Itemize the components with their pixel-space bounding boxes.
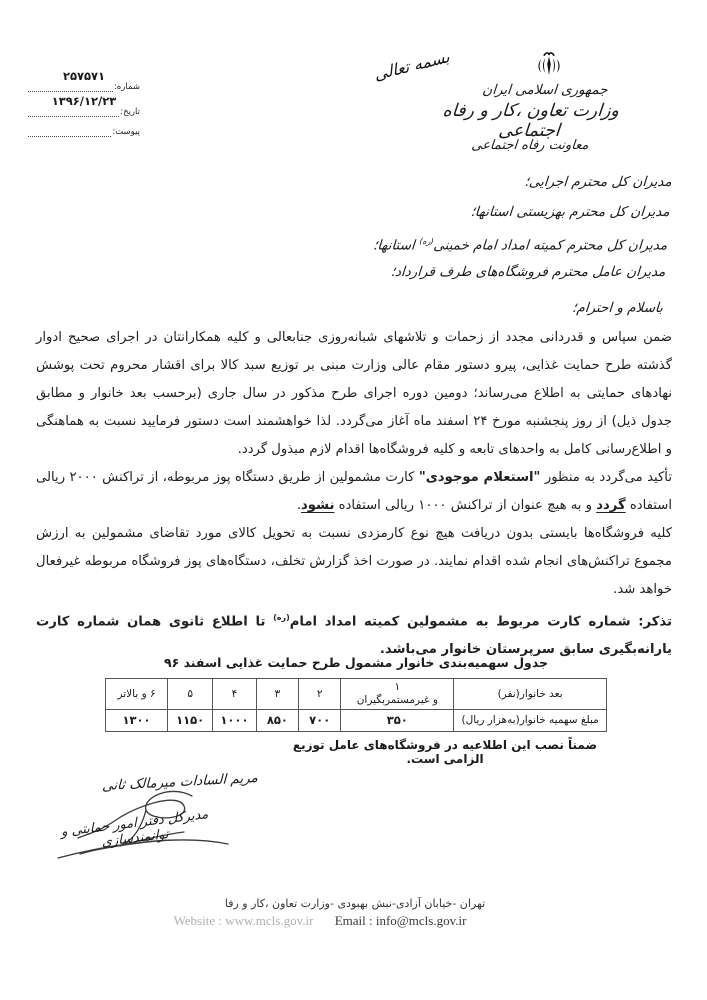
meta-number-row	[28, 70, 140, 92]
body-text-segment: تأکید می‌گردد به منظور	[540, 470, 672, 485]
quota-value: ۸۵۰	[256, 710, 298, 732]
recipient-line: مدیران کل محترم بهزیستی استانها؛	[469, 204, 671, 220]
letterhead-ministry: وزارت تعاون ،کار و رفاه اجتماعی	[441, 101, 620, 141]
col-1-number: ۱	[394, 681, 401, 693]
letter-number-value: ۲۵۷۵۷۱	[62, 69, 106, 83]
table-values-row	[106, 710, 607, 732]
body-paragraph-3: کلیه فروشگاه‌ها بایستی بدون دریافت هیچ نوع کارمزدی نسبت به تحویل کالای مورد تقاضای مشمولین به ارزش مجموع تراکنش‌های انجام شده اقدام نمایند. در صورت اخذ گزارش تخلف، دستگاه‌های پوز فروشگاه مربوطه غیرفعال خواهد شد.	[36, 526, 672, 597]
footer-address: تهران -خیابان آزادی-نبش بهبودی -وزارت تعاون ،کار و رفا	[224, 897, 486, 910]
recipient-line: مدیران عامل محترم فروشگاه‌های طرف قرارداد؛	[390, 264, 666, 280]
bold-inventory-inquiry: "استعلام موجودی"	[418, 470, 541, 485]
letter-date-value: ۱۳۹۶/۱۲/۲۳	[51, 94, 117, 108]
letterhead-republic: جمهوری اسلامی ایران	[481, 82, 609, 98]
letter-attachment-label: پیوست:	[112, 127, 140, 137]
meta-number-line	[28, 82, 140, 92]
recipient-text: مدیران کل محترم کمیته امداد امام خمینی	[432, 237, 668, 254]
header-col-6plus: ۶ و بالاتر	[106, 679, 168, 710]
body-paragraph-2	[36, 464, 672, 520]
header-quota-amount: مبلغ سهمیه خانوار(به‌هزار ریال)	[454, 710, 607, 732]
dotted-leader	[28, 84, 113, 92]
note-text-segment: تا اطلاع ثانوی همان شماره کارت یارانه‌بگیری سابق سرپرستان خانوار می‌باشد.	[36, 614, 672, 658]
footer-email: Email : info@mcls.gov.ir	[334, 913, 467, 928]
header-household-size: بعد خانوار(نفر)	[454, 679, 607, 710]
posting-notice: ضمناً نصب این اطلاعیه در فروشگاه‌های عامل توزیع الزامی است.	[292, 738, 598, 766]
recipient-line: مدیران کل محترم اجرایی؛	[523, 174, 673, 190]
signer-title: مدیرکل دفتر امور حمایتی و توانمندسازی	[61, 806, 209, 851]
recipient-line	[372, 230, 668, 260]
signer-name: مریم السادات میرمالک ثانی	[101, 769, 259, 795]
note-text-segment: تذکر: شماره کارت مربوط به مشمولین کمیته امداد امام	[289, 614, 672, 630]
basmala-calligraphy: بسمه تعالی	[373, 46, 451, 85]
honorific-superscript: (ره)	[418, 237, 434, 246]
col-1-caption: و غیرمستمربگیران	[356, 694, 438, 706]
table-header-row	[106, 679, 607, 710]
recipient-text: استانها؛	[372, 237, 420, 254]
quota-value: ۱۳۰۰	[106, 710, 168, 732]
body-text-segment: کارت مشمولین از طریق دستگاه پوز مربوطه، از تراکنش ۲۰۰۰ ریالی استفاده	[36, 470, 672, 513]
letter-number-label: شماره:	[113, 82, 140, 92]
letter-meta-block	[28, 70, 140, 140]
dotted-leader	[28, 129, 111, 137]
quota-value: ۱۱۵۰	[168, 710, 213, 732]
header-col-3: ۳	[256, 679, 298, 710]
body-text-segment: .	[296, 498, 302, 513]
header-col-4: ۴	[213, 679, 256, 710]
footer-website: Website : www.mcls.gov.ir	[173, 913, 314, 928]
iran-emblem-icon	[533, 48, 565, 84]
meta-date-line	[28, 107, 140, 117]
body-paragraph-1: ضمن سپاس و قدردانی مجدد از زحمات و تلاشهای شبانه‌روزی جنابعالی و کلیه همکارانتان در اجرای صحیح ادوار گذشته طرح حمایت غذایی، پیرو دستور مقام عالی وزارت مبنی بر توزیع سبد کالا برای اقشار محروم تحت پوشش نهادهای حمایتی به اطلاع می‌رساند؛ دومین دوره اجرای طرح مذکور در سال جاری (برحسب بعد خانوار و مطابق جدول ذیل) از روز پنجشنبه مورخ ۲۴ اسفند ماه آغاز می‌گردد. لذا خواهشمند است دستور فرمایید نسبت به هماهنگی و اطلاع‌رسانی کامل به واحدهای تابعه و کلیه فروشگاه‌ها اقدام لازم مبذول گردد.	[36, 330, 672, 457]
header-col-2: ۲	[299, 679, 341, 710]
body-text-segment: و به هیچ عنوان از تراکنش ۱۰۰۰ ریالی استفاده	[334, 498, 597, 513]
letter-date-label: تاریخ:	[120, 107, 140, 117]
meta-attachment-line	[28, 127, 140, 137]
meta-attachment-row	[28, 127, 140, 137]
quota-value: ۳۵۰	[341, 710, 454, 732]
salutation-line: باسلام و احترام؛	[571, 300, 664, 316]
dotted-leader	[28, 109, 119, 117]
letterhead-deputy: معاونت رفاه اجتماعی	[470, 138, 590, 153]
table-title: جدول سهمیه‌بندی خانوار مشمول طرح حمایت غذایی اسفند ۹۶	[163, 655, 549, 670]
footer-contact-line	[110, 913, 530, 929]
quota-value: ۱۰۰۰	[213, 710, 256, 732]
header-col-5: ۵	[168, 679, 213, 710]
header-col-1	[341, 679, 454, 710]
quota-table	[105, 678, 607, 732]
quota-value: ۷۰۰	[299, 710, 341, 732]
emphasized-shall-not-be-used: نشود	[301, 498, 335, 513]
letter-body	[36, 324, 672, 664]
meta-date-row	[28, 95, 140, 117]
recipients-block	[367, 170, 672, 326]
emphasized-shall-be-used: گردد	[596, 498, 626, 513]
honorific-superscript: (ره)	[273, 613, 290, 622]
